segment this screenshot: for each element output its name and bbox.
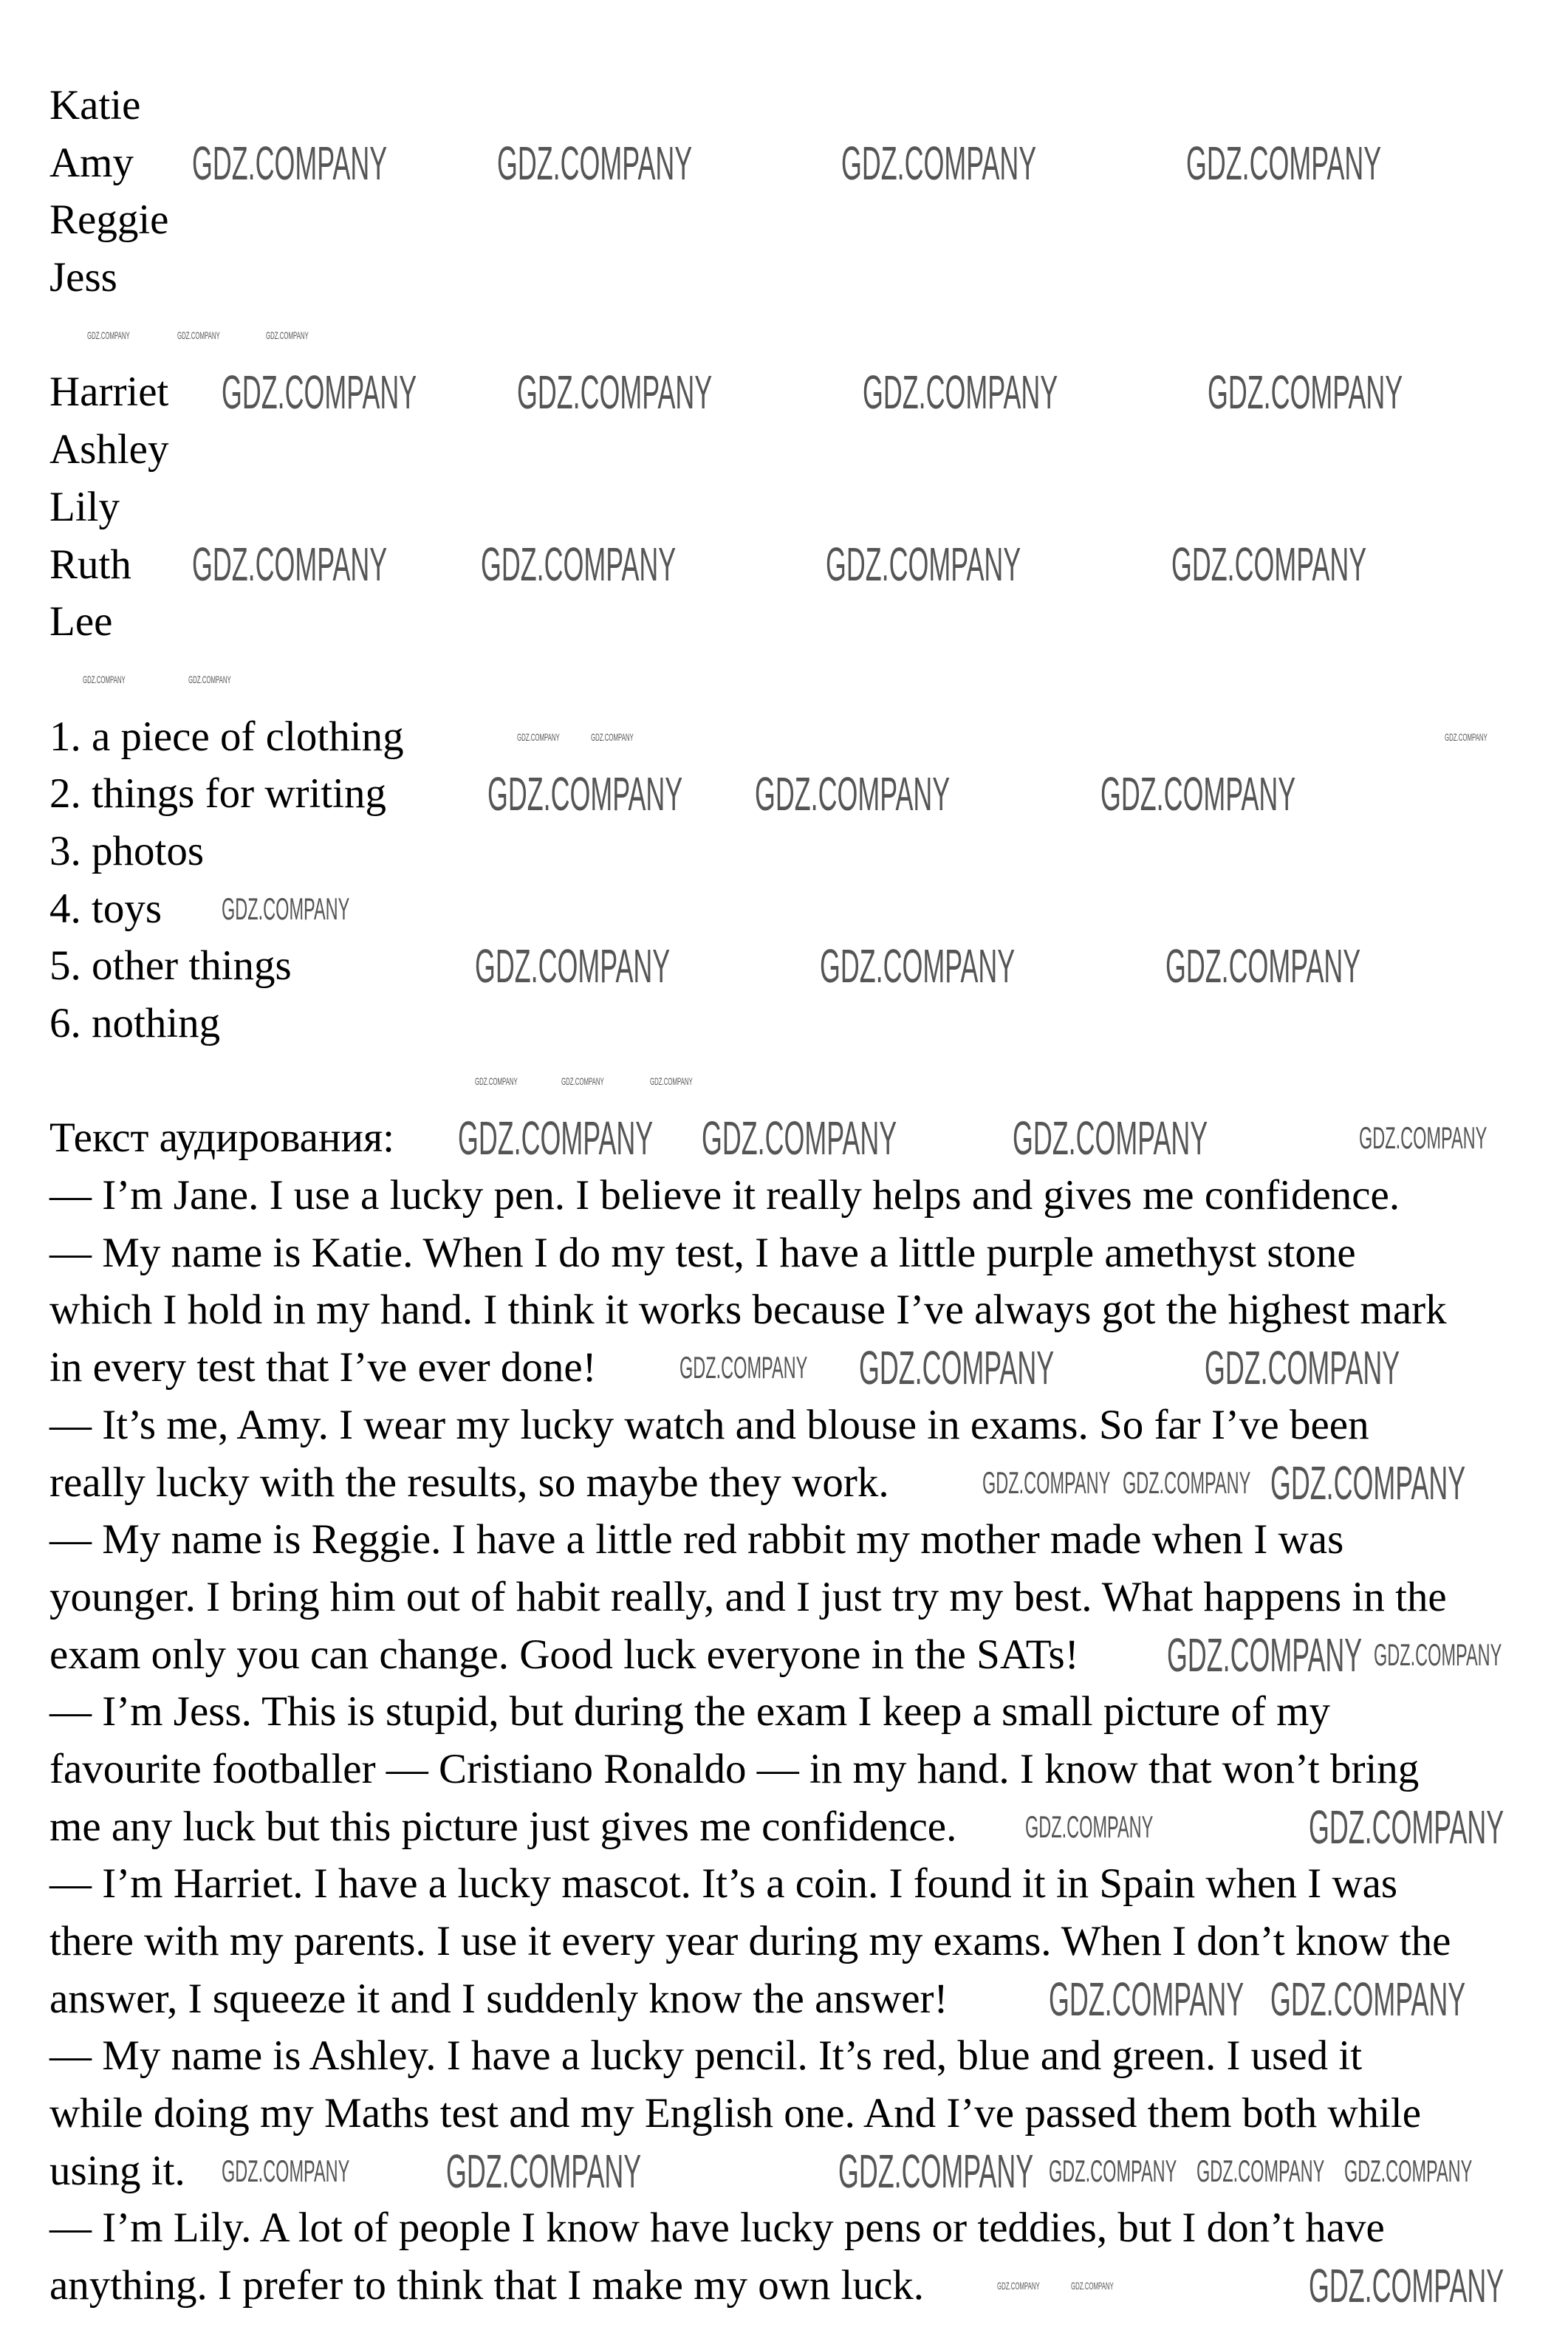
transcript-line: anything. I prefer to think that I make my own luck. [49,2262,925,2309]
watermark: GDZ.COMPANY [1186,137,1382,190]
transcript-line: favourite footballer — Cristiano Ronaldo — in my hand. I know that won’t bring [49,1745,1420,1792]
watermark: GDZ.COMPANY [487,767,683,820]
transcript-line: exam only you can change. Good luck everyone in the SATs! [49,1631,1079,1678]
watermark: GDZ.COMPANY [650,1075,693,1087]
watermark: GDZ.COMPANY [702,1111,897,1165]
watermark: GDZ.COMPANY [1165,939,1361,993]
name-item: Reggie [49,196,169,244]
watermark: GDZ.COMPANY [591,731,634,743]
watermark: GDZ.COMPANY [222,2154,350,2188]
transcript-line: while doing my Maths test and my English one. And I’ve passed them both while [49,2090,1422,2137]
watermark: GDZ.COMPANY [188,674,231,685]
transcript-line: in every test that I’ve ever done! [49,1344,597,1391]
transcript-line: me any luck but this picture just gives me confidence. [49,1803,957,1850]
watermark: GDZ.COMPANY [475,939,671,993]
watermark: GDZ.COMPANY [1171,538,1367,591]
watermark: GDZ.COMPANY [1196,2154,1325,2188]
category-item: 5. other things [49,942,292,990]
transcript-line: there with my parents. I use it every year during my exams. When I don’t know the [49,1918,1451,1964]
transcript-heading: Текст аудирования: [49,1114,395,1162]
transcript-line: — I’m Harriet. I have a lucky mascot. It’s a coin. I found it in Spain when I was [49,1860,1398,1908]
category-item: 6. nothing [49,1000,221,1046]
watermark: GDZ.COMPANY [1100,767,1296,820]
transcript-line: younger. I bring him out of habit really, and I just try my best. What happens in the [49,1573,1447,1620]
transcript-line: — I’m Jess. This is stupid, but during the exam I keep a small picture of my [49,1688,1330,1736]
transcript-line: which I hold in my hand. I think it works because I’ve always got the highest mark [49,1286,1447,1334]
spacer [49,651,1527,708]
watermark: GDZ.COMPANY [1205,1341,1400,1394]
watermark: GDZ.COMPANY [222,891,350,926]
watermark: GDZ.COMPANY [266,329,309,341]
name-item: Jess [49,254,117,301]
watermark: GDZ.COMPANY [863,366,1058,419]
watermark: GDZ.COMPANY [1309,2259,1504,2312]
name-item: Amy [49,139,134,186]
watermark: GDZ.COMPANY [497,137,693,190]
watermark: GDZ.COMPANY [222,366,417,419]
transcript-line: — It’s me, Amy. I wear my lucky watch and blouse in exams. So far I’ve been [49,1401,1369,1448]
watermark: GDZ.COMPANY [1025,1809,1154,1844]
watermark: GDZ.COMPANY [481,538,677,591]
watermark: GDZ.COMPANY [177,329,220,341]
name-item: Lee [49,598,113,645]
watermark: GDZ.COMPANY [1359,1120,1487,1155]
category-item: 2. things for writing [49,770,386,818]
watermark: GDZ.COMPANY [1270,1456,1466,1510]
transcript-line: really lucky with the results, so maybe they work. [49,1459,889,1506]
watermark: GDZ.COMPANY [1208,366,1403,419]
name-item: Lily [49,483,120,530]
transcript-line: — I’m Jane. I use a lucky pen. I believe it really helps and gives me confidence. [49,1172,1400,1219]
watermark: GDZ.COMPANY [679,1350,808,1385]
watermark: GDZ.COMPANY [446,2145,642,2198]
transcript-line: — My name is Ashley. I have a lucky pencil. It’s red, blue and green. I used it [49,2032,1363,2080]
watermark: GDZ.COMPANY [517,366,713,419]
watermark: GDZ.COMPANY [859,1341,1055,1394]
watermark: GDZ.COMPANY [838,2145,1034,2198]
watermark: GDZ.COMPANY [1374,1637,1502,1672]
name-item: Ruth [49,541,131,588]
transcript-line: answer, I squeeze it and I suddenly know the answer! [49,1975,948,2022]
watermark: GDZ.COMPANY [83,674,126,685]
watermark: GDZ.COMPANY [475,1075,518,1087]
watermark: GDZ.COMPANY [1071,2280,1114,2292]
transcript [49,1167,1527,2315]
watermark: GDZ.COMPANY [192,538,388,591]
category-list [49,708,1527,1052]
watermark: GDZ.COMPANY [1309,1800,1504,1854]
watermark: GDZ.COMPANY [826,538,1021,591]
watermark: GDZ.COMPANY [1123,1465,1251,1500]
watermark: GDZ.COMPANY [820,939,1016,993]
watermark: GDZ.COMPANY [87,329,130,341]
transcript-line: — My name is Katie. When I do my test, I have a little purple amethyst stone [49,1229,1356,1276]
watermark: GDZ.COMPANY [192,137,388,190]
watermark: GDZ.COMPANY [755,767,951,820]
watermark: GDZ.COMPANY [1270,1973,1466,2026]
names-group-1 [49,77,1527,306]
watermark: GDZ.COMPANY [997,2280,1040,2292]
category-item: 1. a piece of clothing [49,713,404,760]
transcript-line: using it. [49,2147,185,2194]
watermark: GDZ.COMPANY [561,1075,604,1087]
transcript-line: — I’m Lily. A lot of people I know have lucky pens or teddies, but I don’t have [49,2204,1385,2252]
watermark: GDZ.COMPANY [1049,1973,1245,2026]
watermark: GDZ.COMPANY [1167,1628,1363,1682]
watermark: GDZ.COMPANY [458,1111,654,1165]
name-item: Ashley [49,426,169,473]
watermark: GDZ.COMPANY [982,1465,1111,1500]
watermark: GDZ.COMPANY [841,137,1037,190]
category-item: 3. photos [49,827,205,874]
watermark: GDZ.COMPANY [1013,1111,1208,1165]
category-item: 4. toys [49,885,162,932]
name-item: Harriet [49,369,169,416]
watermark: GDZ.COMPANY [1344,2154,1473,2188]
watermark: GDZ.COMPANY [1049,2154,1177,2188]
name-item: Katie [49,82,141,129]
transcript-line: — My name is Reggie. I have a little red rabbit my mother made when I was [49,1516,1344,1563]
watermark: GDZ.COMPANY [517,731,560,743]
spacer [49,1052,1527,1110]
watermark: GDZ.COMPANY [1445,731,1487,743]
